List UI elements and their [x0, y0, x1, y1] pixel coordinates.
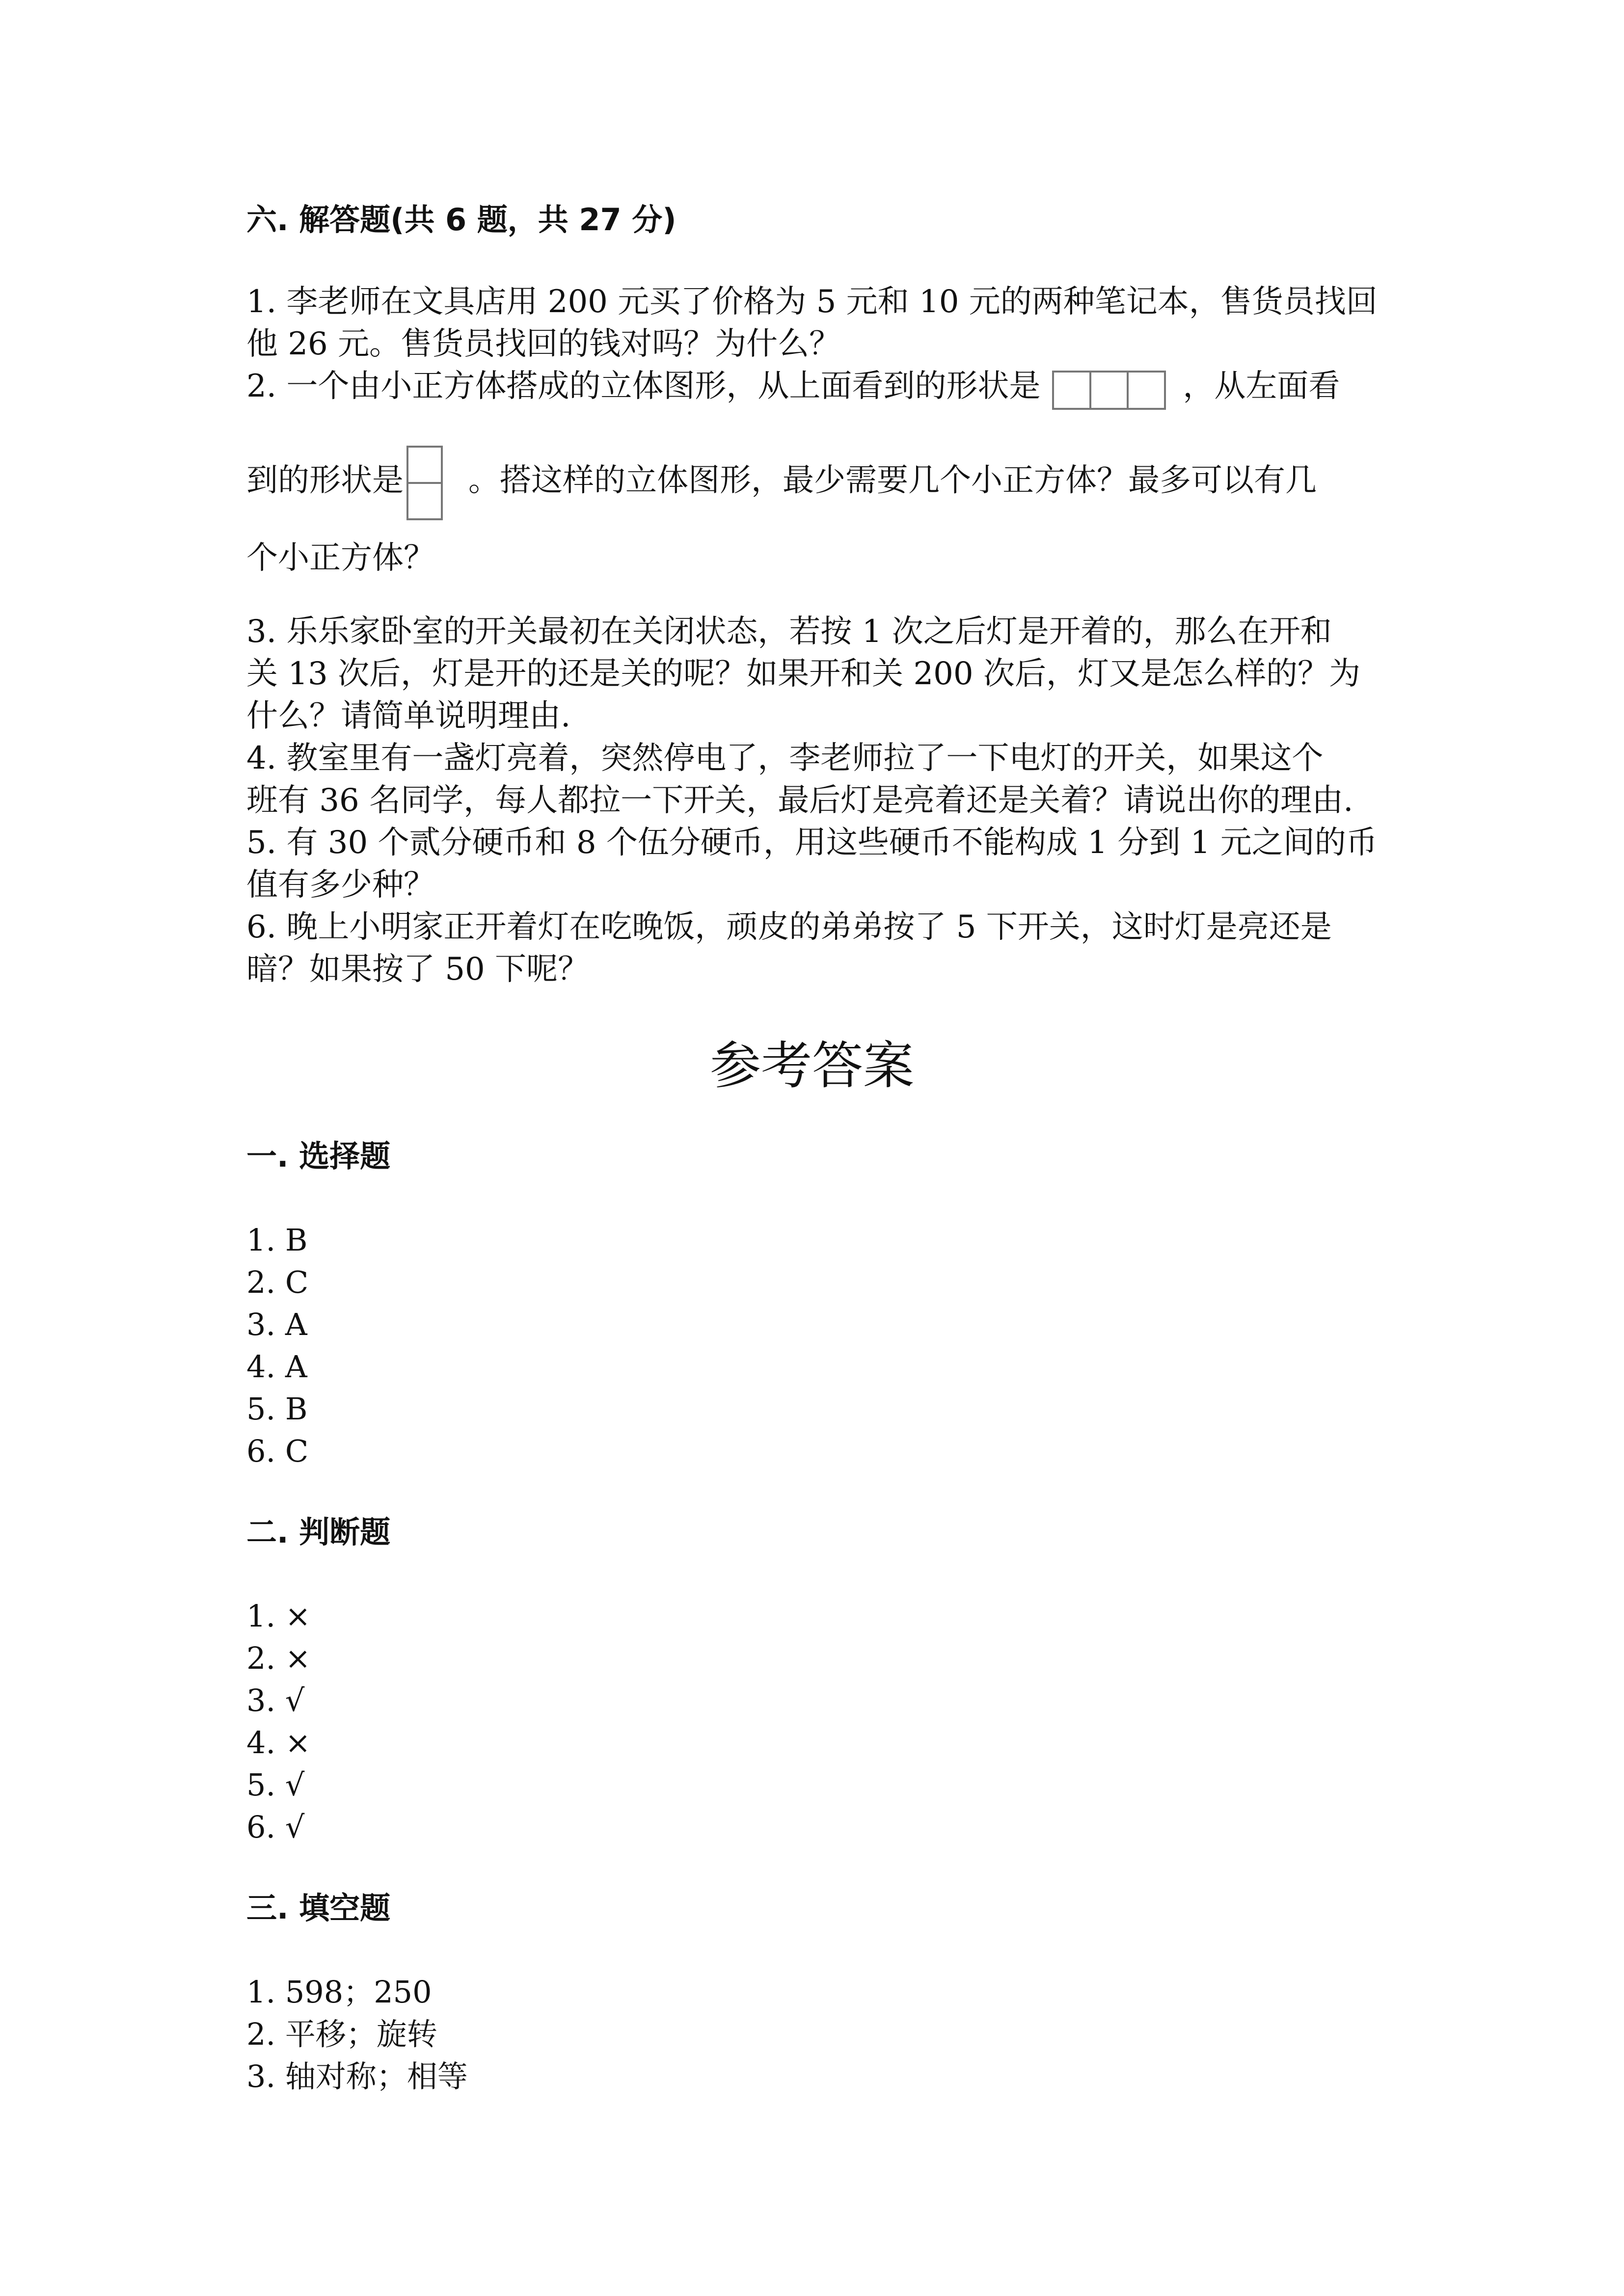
q3-line1: 3. 乐乐家卧室的开关最初在关闭状态，若按 1 次之后灯是开着的，那么在开和 [246, 614, 1332, 650]
q2-line1-suffix: ，从左面看 [1183, 368, 1340, 404]
judge-answer-4: 4. × [246, 1725, 311, 1761]
choice-answer-4: 4. A [246, 1349, 307, 1385]
answers-title: 参考答案 [709, 1036, 914, 1095]
choice-heading: 一. 选择题 [246, 1138, 391, 1174]
q6-line2: 暗？如果按了 50 下呢？ [246, 951, 590, 988]
q5-line1: 5. 有 30 个贰分硬币和 8 个伍分硬币，用这些硬币不能构成 1 分到 1 元之间的币 [246, 825, 1378, 861]
q2-line1 [246, 365, 1340, 410]
fill-heading: 三. 填空题 [246, 1890, 391, 1926]
choice-answer-3: 3. A [246, 1307, 307, 1342]
q3-line2: 关 13 次后，灯是开的还是关的呢？如果开和关 200 次后，灯又是怎么样的？为 [246, 656, 1360, 692]
judge-heading: 二. 判断题 [246, 1514, 391, 1550]
q1-line1: 1. 李老师在文具店用 200 元买了价格为 5 元和 10 元的两种笔记本，售货员找回 [246, 284, 1378, 320]
q5-line2: 值有多少种？ [246, 867, 435, 903]
fill-answer-3: 3. 轴对称；相等 [246, 2058, 468, 2094]
choice-answer-1: 1. B [246, 1222, 308, 1258]
left-view-figure [404, 445, 446, 523]
judge-answer-5: 5. √ [246, 1767, 305, 1803]
q2-line2-prefix: 到的形状是 [246, 462, 404, 499]
section-six-heading: 六. 解答题(共 6 题，共 27 分) [246, 202, 677, 238]
choice-answer-6: 6. C [246, 1433, 309, 1469]
q2-line2-suffix: 。搭这样的立体图形，最少需要几个小正方体？最多可以有几 [468, 462, 1317, 499]
q6-line1: 6. 晚上小明家正开着灯在吃晚饭，顽皮的弟弟按了 5 下开关，这时灯是亮还是 [246, 909, 1332, 945]
q1-line2: 他 26 元。售货员找回的钱对吗？为什么？ [246, 326, 841, 362]
top-view-figure [1050, 368, 1168, 410]
choice-answer-2: 2. C [246, 1264, 309, 1300]
fill-answer-1: 1. 598；250 [246, 1974, 432, 2010]
q2-line1-prefix: 2. 一个由小正方体搭成的立体图形，从上面看到的形状是 [246, 368, 1041, 404]
q4-line1: 4. 教室里有一盏灯亮着，突然停电了，李老师拉了一下电灯的开关，如果这个 [246, 740, 1324, 776]
q2-line3: 个小正方体？ [246, 540, 435, 576]
judge-answer-3: 3. √ [246, 1682, 305, 1718]
q4-line2: 班有 36 名同学，每人都拉一下开关，最后灯是亮着还是关着？请说出你的理由. [246, 782, 1353, 819]
fill-answer-2: 2. 平移；旋转 [246, 2016, 437, 2052]
q3-line3: 什么？请简单说明理由. [246, 698, 571, 734]
q2-line2 [246, 459, 1317, 504]
judge-answer-1: 1. × [246, 1598, 311, 1634]
judge-answer-2: 2. × [246, 1640, 311, 1676]
judge-answer-6: 6. √ [246, 1809, 305, 1845]
choice-answer-5: 5. B [246, 1391, 308, 1427]
